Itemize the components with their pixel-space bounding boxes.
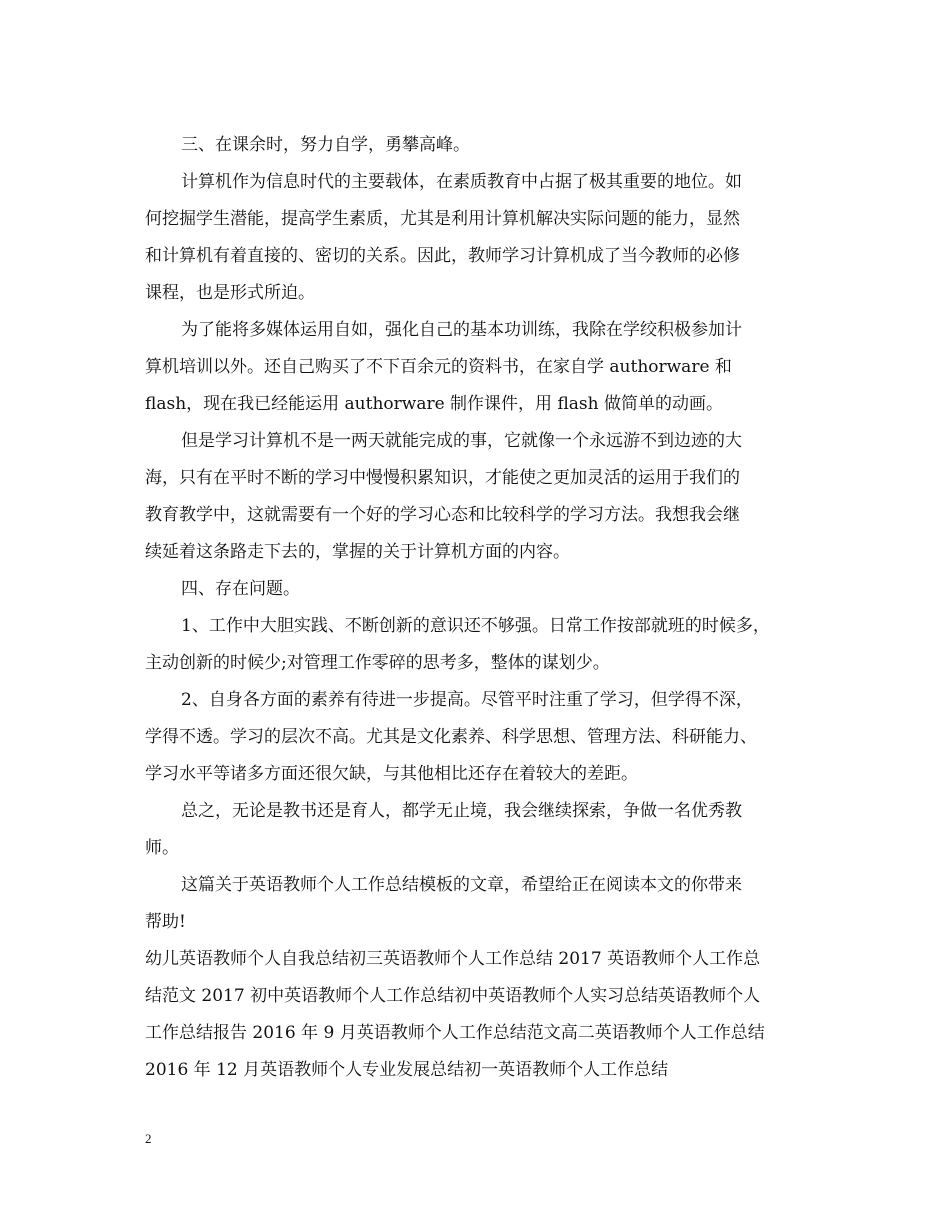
paragraph-line: 学得不透。学习的层次不高。尤其是文化素养、科学思想、管理方法、科研能力、: [145, 727, 757, 747]
paragraph-line: 帮助!: [145, 912, 186, 932]
page-number: 2: [145, 1131, 152, 1146]
paragraph-line: 教育教学中，这就需要有一个好的学习心态和比较科学的学习方法。我想我会继: [145, 505, 740, 525]
paragraph-line: 但是学习计算机不是一两天就能完成的事，它就像一个永远游不到边迹的大: [181, 431, 742, 451]
document-body: [145, 127, 815, 1089]
related-articles-line: 2016 年 12 月英语教师个人专业发展总结初一英语教师个人工作总结: [145, 1060, 669, 1080]
paragraph-line: 海，只有在平时不断的学习中慢慢积累知识，才能使之更加灵活的运用于我们的: [145, 468, 740, 488]
paragraph-line: 学习水平等诸多方面还很欠缺，与其他相比还存在着较大的差距。: [145, 764, 638, 784]
paragraph-line: 师。: [145, 838, 179, 858]
paragraph-line: 2、自身各方面的素养有待进一步提高。尽管平时注重了学习，但学得不深，: [181, 690, 753, 710]
paragraph-line: flash，现在我已经能运用 authorware 制作课件，用 flash 做简单的动画。: [145, 394, 724, 414]
paragraph-line: 1、工作中大胆实践、不断创新的意识还不够强。日常工作按部就班的时候多，: [181, 616, 770, 636]
related-articles-line: 结范文 2017 初中英语教师个人工作总结初中英语教师个人实习总结英语教师个人: [145, 986, 761, 1006]
paragraph-line: 算机培训以外。还自己购买了不下百余元的资料书，在家自学 authorware 和: [145, 357, 732, 377]
paragraph-line: 和计算机有着直接的、密切的关系。因此，教师学习计算机成了当今教师的必修: [145, 246, 740, 266]
paragraph-line: 主动创新的时候少;对管理工作零碎的思考多，整体的谋划少。: [145, 653, 610, 673]
paragraph-line: 计算机作为信息时代的主要载体，在素质教育中占据了极其重要的地位。如: [181, 172, 742, 192]
paragraph-line: 课程，也是形式所迫。: [145, 283, 315, 303]
paragraph-line: 为了能将多媒体运用自如，强化自己的基本功训练，我除在学绞积极参加计: [181, 320, 742, 340]
paragraph-line: 总之，无论是教书还是育人，都学无止境，我会继续探索，争做一名优秀教: [181, 801, 742, 821]
paragraph-line: 这篇关于英语教师个人工作总结模板的文章，希望给正在阅读本文的你带来: [181, 875, 742, 895]
section-heading: 四、存在问题。: [181, 579, 300, 599]
related-articles-line: 幼儿英语教师个人自我总结初三英语教师个人工作总结 2017 英语教师个人工作总: [145, 949, 761, 969]
paragraph-line: 何挖掘学生潜能，提高学生素质，尤其是利用计算机解决实际问题的能力，显然: [145, 209, 740, 229]
related-articles-line: 工作总结报告 2016 年 9 月英语教师个人工作总结范文高二英语教师个人工作总结: [145, 1023, 765, 1043]
section-heading: 三、在课余时，努力自学，勇攀高峰。: [181, 135, 470, 155]
paragraph-line: 续延着这条路走下去的，掌握的关于计算机方面的内容。: [145, 542, 570, 562]
